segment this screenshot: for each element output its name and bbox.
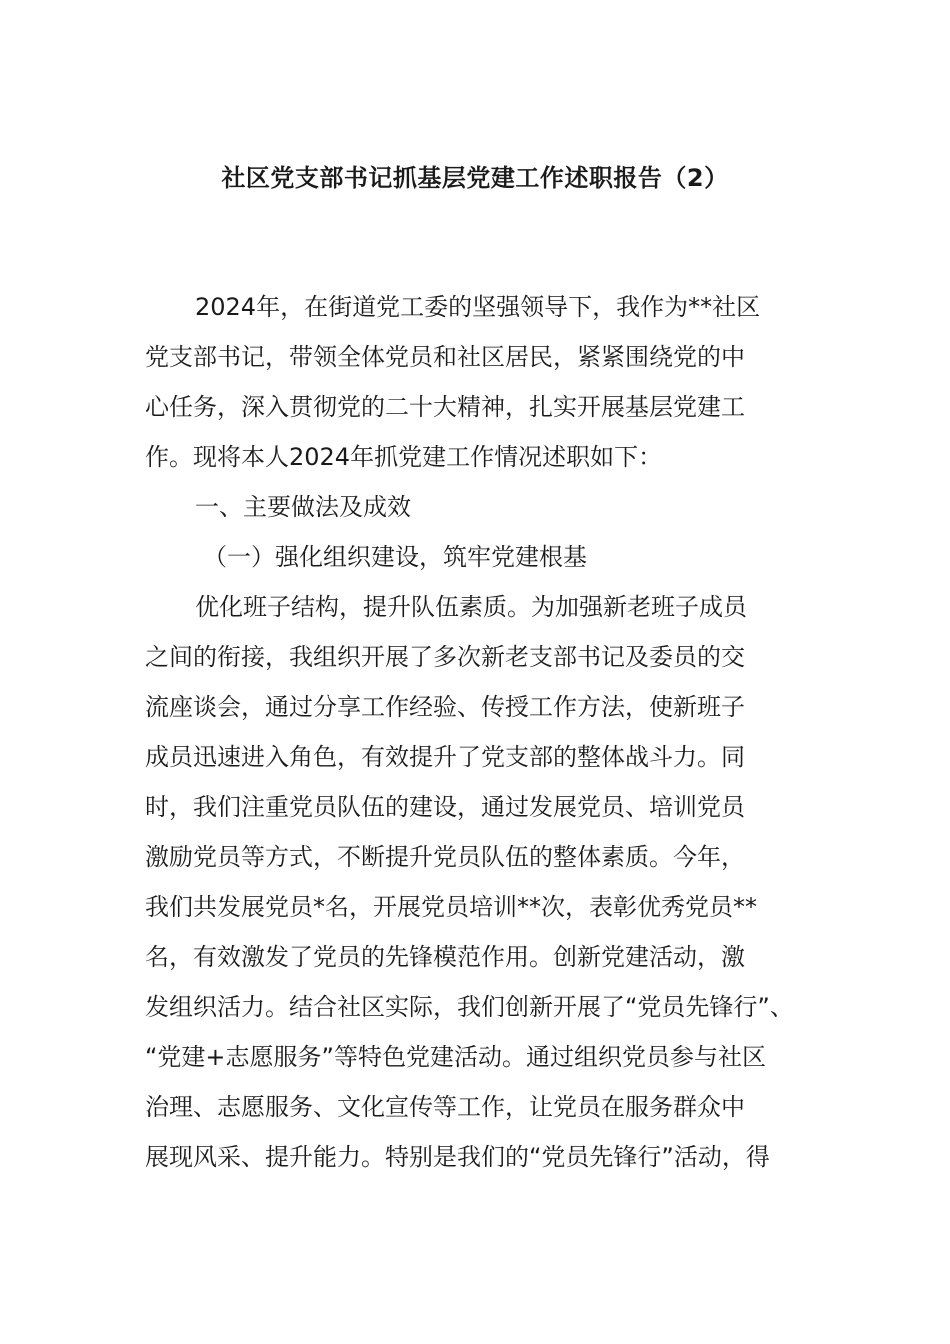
paragraph-line: 优化班子结构，提升队伍素质。为加强新老班子成员 bbox=[195, 593, 747, 621]
paragraph-line: 治理、志愿服务、文化宣传等工作，让党员在服务群众中 bbox=[145, 1093, 745, 1121]
paragraph-line: 发组织活力。结合社区实际，我们创新开展了“党员先锋行”、 bbox=[145, 993, 794, 1021]
paragraph-line: 时，我们注重党员队伍的建设，通过发展党员、培训党员 bbox=[145, 793, 745, 821]
paragraph-line: 我们共发展党员*名，开展党员培训**次，表彰优秀党员** bbox=[145, 893, 757, 921]
paragraph-line: 成员迅速进入角色，有效提升了党支部的整体战斗力。同 bbox=[145, 743, 745, 771]
paragraph-line: “党建+志愿服务”等特色党建活动。通过组织党员参与社区 bbox=[145, 1043, 766, 1071]
paragraph-line: 2024年，在街道党工委的坚强领导下，我作为**社区 bbox=[195, 293, 761, 321]
paragraph-line: 名，有效激发了党员的先锋模范作用。创新党建活动，激 bbox=[145, 943, 745, 971]
paragraph-line: 党支部书记，带领全体党员和社区居民，紧紧围绕党的中 bbox=[145, 343, 745, 371]
paragraph-line: 展现风采、提升能力。特别是我们的“党员先锋行”活动，得 bbox=[145, 1143, 770, 1171]
paragraph-line: 之间的衔接，我组织开展了多次新老支部书记及委员的交 bbox=[145, 643, 745, 671]
paragraph-line: 心任务，深入贯彻党的二十大精神，扎实开展基层党建工 bbox=[145, 393, 745, 421]
document-body bbox=[145, 282, 810, 1182]
paragraph-line: 激励党员等方式，不断提升党员队伍的整体素质。今年， bbox=[145, 843, 745, 871]
paragraph-line: 作。现将本人2024年抓党建工作情况述职如下： bbox=[145, 443, 663, 471]
subsection-heading: （一）强化组织建设，筑牢党建根基 bbox=[203, 543, 587, 571]
section-heading: 一、主要做法及成效 bbox=[195, 493, 411, 521]
document-title: 社区党支部书记抓基层党建工作述职报告（2） bbox=[221, 164, 729, 192]
paragraph-line: 流座谈会，通过分享工作经验、传授工作方法，使新班子 bbox=[145, 693, 745, 721]
